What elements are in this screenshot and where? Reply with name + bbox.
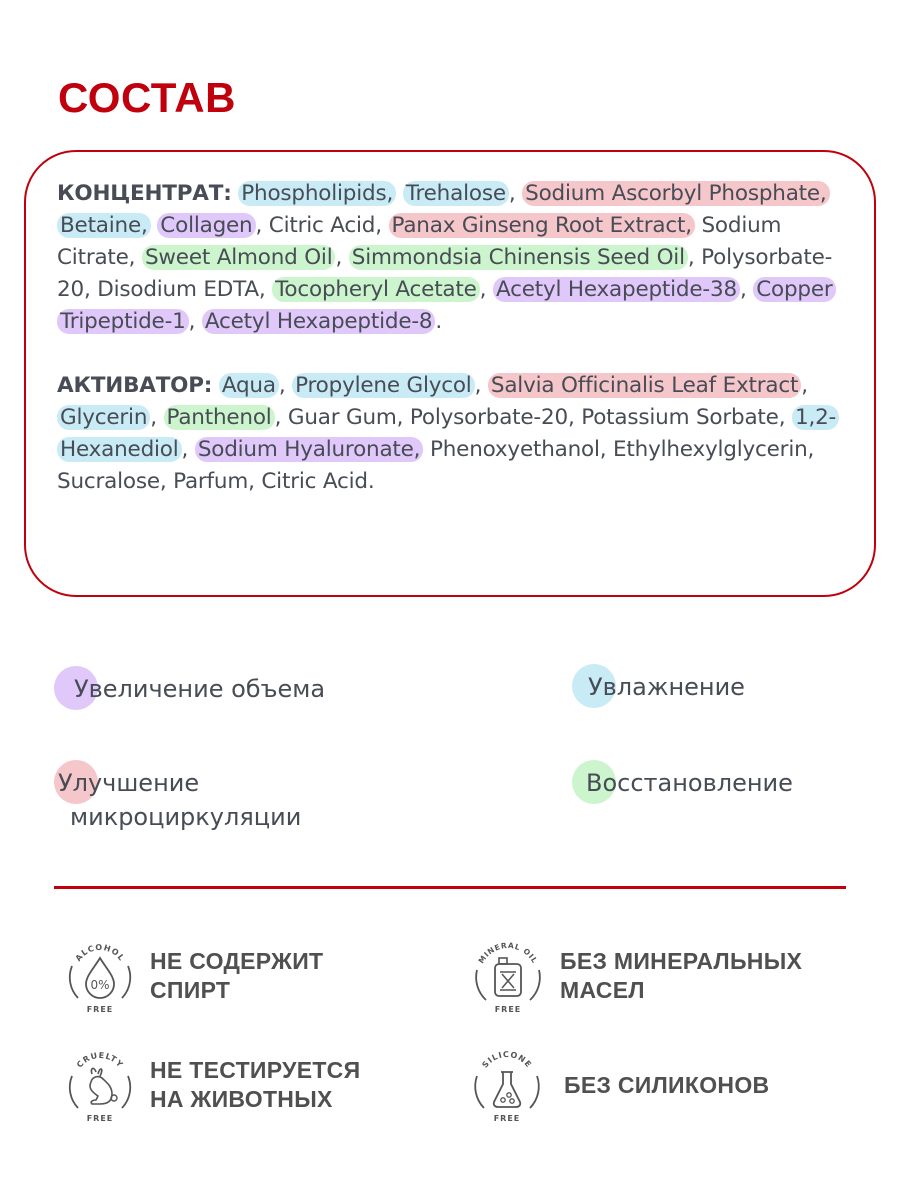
- legend-label: Увеличение объема: [74, 675, 326, 703]
- ingredient: Citric Acid,: [268, 213, 382, 238]
- ingredient: Propylene Glycol: [292, 373, 474, 398]
- ingredient: Disodium EDTA,: [97, 277, 266, 302]
- ingredient: Collagen: [157, 213, 255, 238]
- svg-text:FREE: FREE: [494, 1005, 522, 1014]
- divider: [54, 886, 846, 889]
- ingredient: Sweet Almond Oil: [142, 245, 336, 270]
- svg-text:SILICONE: SILICONE: [480, 1049, 534, 1070]
- ingredient: Citric Acid.: [261, 469, 375, 494]
- ingredient: Salvia Officinalis Leaf Extract: [488, 373, 801, 398]
- badge-silicone-free: [472, 1046, 769, 1124]
- ingredient: Trehalose: [403, 181, 509, 206]
- ingredient: Copper Tripeptide-1: [57, 277, 836, 334]
- svg-text:0%: 0%: [90, 978, 110, 992]
- svg-text:FREE: FREE: [86, 1005, 114, 1014]
- badge-label: НЕ ТЕСТИРУЕТСЯ НА ЖИВОТНЫХ: [150, 1057, 361, 1112]
- ingredient: Polysorbate-20,: [57, 245, 833, 302]
- page-title: СОСТАВ: [58, 74, 236, 121]
- ingredient: Sodium Ascorbyl Phosphate,: [522, 181, 829, 206]
- legend-restoration: [574, 766, 793, 800]
- ingredient: Phospholipids,: [238, 181, 396, 206]
- badge-mineral-oil-free: [472, 936, 802, 1016]
- legend-volume: [58, 672, 325, 706]
- activator-label: АКТИВАТОР:: [57, 373, 213, 398]
- legend-label: микроциркуляции: [70, 803, 302, 831]
- ingredient: Potassium Sorbate,: [581, 405, 786, 430]
- concentrate-label: КОНЦЕНТРАТ:: [57, 181, 232, 206]
- ingredient: Glycerin: [57, 405, 150, 430]
- badge-cruelty-free: [66, 1046, 360, 1124]
- legend-microcirculation: [58, 766, 301, 834]
- svg-text:MINERAL OIL: MINERAL OIL: [476, 940, 540, 966]
- legend-label: Увлажнение: [588, 673, 745, 701]
- ingredient: Sucralose,: [57, 469, 167, 494]
- concentrate-list: Phospholipids, Trehalose , Sodium Ascorbyl Phosphate, Betaine, Collagen , Citric Acid, Panax Ginseng Root Extract, Sodium Citrate, Sweet Almond Oil , Simmondsia Chinensis Seed Oil , Polysorbate-20, Disodium EDTA, Tocopheryl Acetate , Acetyl Hexapeptide-38 , Copper Tripeptide-1 , Acetyl Hexapeptide-8 .: [57, 181, 836, 334]
- ingredient: Guar Gum,: [287, 405, 404, 430]
- ingredient: Parfum,: [173, 469, 255, 494]
- ingredient: Panax Ginseng Root Extract,: [389, 213, 695, 238]
- svg-text:CRUELTY: CRUELTY: [74, 1050, 126, 1070]
- badge-label: БЕЗ СИЛИКОНОВ: [564, 1071, 770, 1098]
- badge-label: БЕЗ МИНЕРАЛЬНЫХ МАСЕЛ: [560, 948, 803, 1003]
- ingredient: Acetyl Hexapeptide-38: [493, 277, 740, 302]
- ingredient: Tocopheryl Acetate: [272, 277, 480, 302]
- silicone-free-icon: [472, 1046, 542, 1124]
- svg-text:ALCOHOL: ALCOHOL: [73, 942, 127, 963]
- mineral-oil-free-icon: [472, 936, 544, 1016]
- alcohol-free-icon: [66, 936, 134, 1016]
- ingredient: Acetyl Hexapeptide-8: [202, 309, 436, 334]
- ingredient: 1,2-Hexanediol: [57, 405, 839, 462]
- legend-label: Восстановление: [586, 769, 793, 797]
- ingredient: Betaine,: [57, 213, 151, 238]
- legend-hydration: [574, 670, 745, 704]
- ingredient: Ethylhexylglycerin,: [613, 437, 815, 462]
- ingredients-text: [57, 178, 857, 530]
- svg-text:FREE: FREE: [493, 1114, 521, 1123]
- ingredient: Polysorbate-20,: [409, 405, 575, 430]
- legend-label: Улучшение: [58, 769, 200, 797]
- badge-alcohol-free: [66, 936, 323, 1016]
- ingredient: Simmondsia Chinensis Seed Oil: [349, 245, 688, 270]
- ingredient: Sodium Citrate,: [57, 213, 782, 270]
- concentrate-paragraph: [57, 178, 857, 338]
- activator-list: Aqua , Propylene Glycol , Salvia Officinalis Leaf Extract , Glycerin , Panthenol , Guar Gum, Polysorbate-20, Potassium Sorbate, 1,2-Hexanediol , Sodium Hyaluronate, Phenoxyethanol, Ethylhexylglycerin, Sucralose, Parfum, Citric Acid.: [57, 373, 839, 494]
- ingredient: Panthenol: [164, 405, 275, 430]
- ingredient: Sodium Hyaluronate,: [195, 437, 424, 462]
- svg-text:FREE: FREE: [86, 1114, 114, 1123]
- ingredient: Phenoxyethanol,: [429, 437, 607, 462]
- cruelty-free-icon: [66, 1046, 134, 1124]
- activator-paragraph: [57, 370, 857, 498]
- ingredient: Aqua: [219, 373, 279, 398]
- badge-label: НЕ СОДЕРЖИТ СПИРТ: [150, 948, 324, 1003]
